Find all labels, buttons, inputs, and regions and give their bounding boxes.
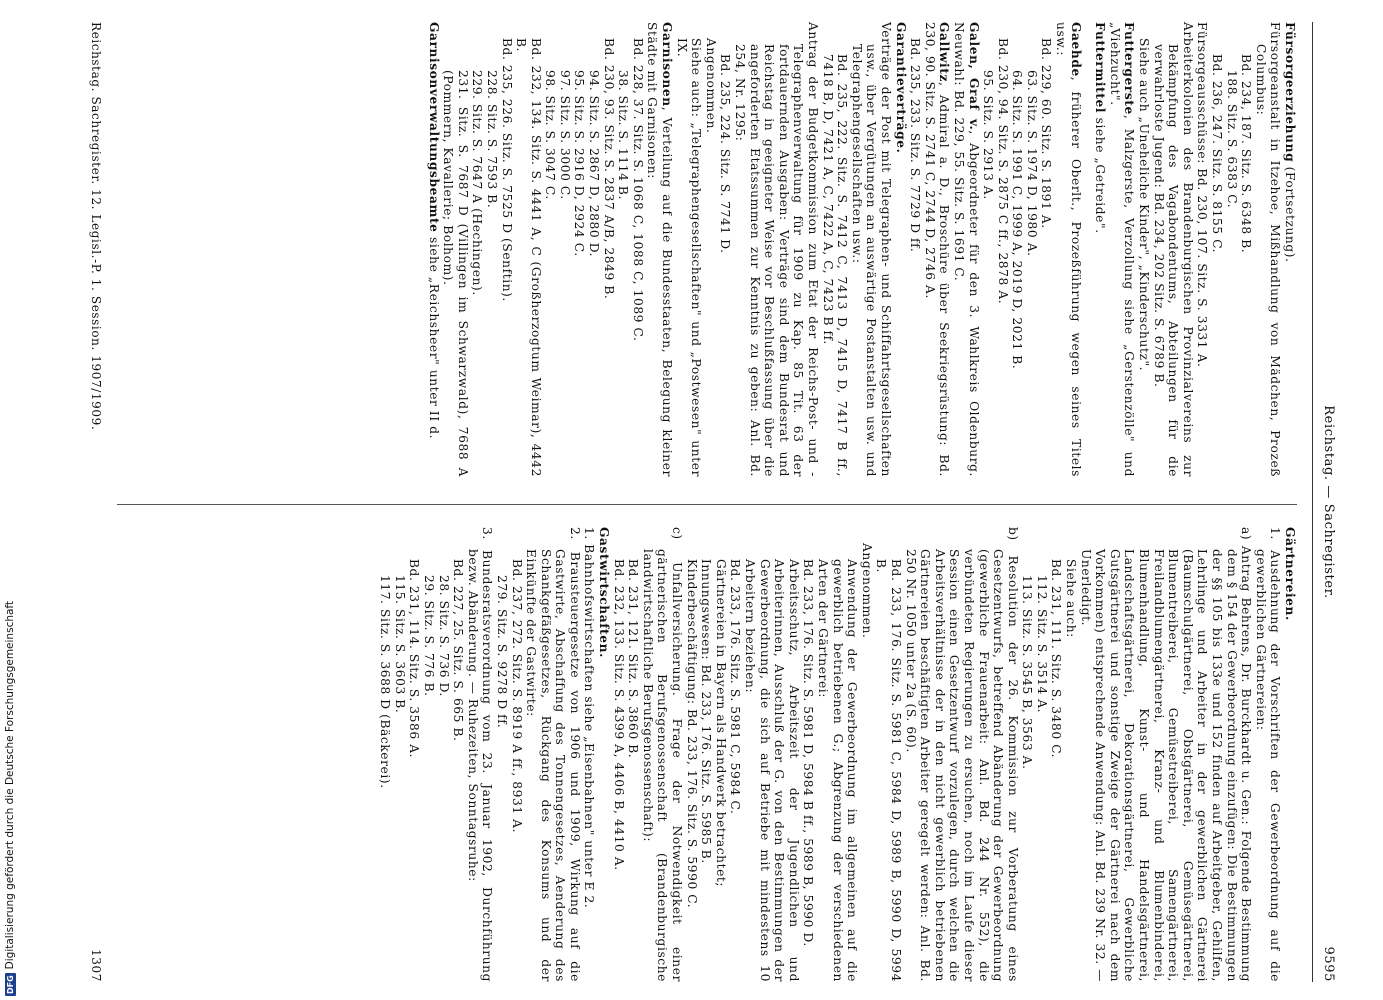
register-line: Angenommen. xyxy=(859,543,874,639)
register-line: 28. Sitz. S. 736 D. xyxy=(436,575,451,697)
register-line: Bd. 233, 176. Sitz. S. 5981 C, 5984 C. xyxy=(728,559,743,815)
register-keyword: Garnisonen xyxy=(660,22,675,107)
register-line: 95. Sitz. S. 2916 D, 2924 C. xyxy=(572,70,587,257)
register-line: Angenommen. xyxy=(703,38,718,134)
register-line: 279. Sitz. S. 9278 D ff. xyxy=(494,575,509,729)
register-keyword: Futtergerste xyxy=(1122,22,1137,115)
running-title: Reichstag. — Sachregister. xyxy=(1321,405,1336,599)
register-line: 64. Sitz. S. 1991 C, 1999 A, 2019 D, 2021 B. xyxy=(1010,70,1025,370)
register-line: b) Resolution der 26. Kommission zur Vorberatung eines Gesetzentwurfs, betreffend Abänderung der Gewerbeordnung (gewerbliche Frauenarbeit: Anl. Bd. 244 Nr. 552), die verbündeten Regierungen zu ersuchen, noch im Laufe dieser Session einen Gesetzentwurf vorzulegen, durch welchen die Arbeitsverhältnisse der in den nicht gewerblich betriebenen Gärtnereien beschäftigten Arbeiter geregelt werden: Anl. Bd. 250 Nr. 1050 unter 2a (S. 60). xyxy=(903,527,1020,982)
dfg-logo: DFG xyxy=(5,975,15,994)
register-line: Bd. 232, 133. Sitz. S. 4399 A, 4406 B, 4410 A. xyxy=(611,559,626,871)
register-line: 115. Sitz. S. 3603 B. xyxy=(392,575,407,714)
register-line: Arbeitsschutz, Arbeitszeit der Jugendlichen und Arbeiterinnen, Ausschluß der G. von den Bestimmungen der Gewerbeordnung, die sich auf Betriebe mit mindestens 10 Arbeitern beziehen: xyxy=(743,559,801,982)
footer-imprint: Reichstag. Sachregister. 12. Legisl.-P. 1. Session. 1907/1909. xyxy=(89,22,103,431)
register-line: Bd. 235, 224. Sitz. S. 7741 D. xyxy=(718,54,733,254)
register-line: Bd. 229, 60. Sitz. S. 1891 A. xyxy=(1039,38,1054,229)
register-keyword: Gallwitz xyxy=(937,22,952,83)
register-line: 113. Sitz. S. 3545 B, 3563 A. xyxy=(1020,575,1035,770)
register-line: 188. Sitz. S. 6383 C. xyxy=(1224,70,1239,209)
register-line: Fürsorgeanstalt in Itzehoe, Mißhandlung von Mädchen, Prozeß Columbus: xyxy=(1253,22,1283,477)
register-keyword: Gaehde xyxy=(1068,22,1083,77)
register-line: Verträge der Post mit Telegraphen- und Schiffahrtsgesellschaften usw., über Vergütungen an auswärtige Postanstalten usw. und Telegraphengesellschaften usw.: xyxy=(849,22,893,477)
register-keyword: Gastwirtschaften. xyxy=(597,527,612,658)
register-line: Bd. 230, 93. Sitz. S. 2837 A/B, 2849 B. xyxy=(601,38,616,300)
register-line: Bd. 227, 25. Sitz. S. 665 B. xyxy=(451,559,466,742)
register-entry xyxy=(597,527,612,982)
register-line: 98. Sitz. S. 3047 C. xyxy=(543,70,558,200)
page-header xyxy=(1315,22,1335,982)
register-line: 29. Sitz. S. 776 B. xyxy=(421,575,436,697)
register-line: Bd. 235, 226. Sitz. S. 7525 D (Senftin). xyxy=(499,38,514,302)
register-line: Bd. 233, 176. Sitz. S. 5981 C, 5984 D, 5989 B, 5990 D, 5994 B. xyxy=(874,559,903,982)
register-entry: Futtermittel siehe „Getreide". xyxy=(1093,22,1108,234)
register-line: Bd. 235, 222. Sitz. S. 7412 C, 7413 D, 7415 D, 7417 B ff., 7418 B, D, 7421 A, C, 7422 A, C, 7423 B ff. xyxy=(820,54,850,477)
register-line: Bd. 235, 233. Sitz. S. 7729 D ff. xyxy=(908,38,923,253)
register-entry: Garnisonverwaltungsbeamte siehe „Reichsheer" unter II d. xyxy=(426,22,441,440)
register-line: 229. Sitz. S. 7647 A (Hechingen). xyxy=(470,70,485,296)
register-line: Bd. 231, 111. Sitz. S. 3480 C. xyxy=(1049,559,1064,759)
register-line: 1. Bahnhofswirtschaften siehe „Eisenbahnen" unter E 2. xyxy=(582,527,597,909)
register-line xyxy=(1083,22,1093,477)
register-line: 1. Ausdehnung der Vorschriften der Gewerbeordnung auf die gewerblichen Gärtnereien: xyxy=(1253,527,1283,982)
page-number: 9595 xyxy=(1321,946,1336,982)
register-keyword: Fürsorgeerziehung xyxy=(1283,22,1297,163)
header-rule xyxy=(1312,22,1313,982)
register-entry xyxy=(893,22,908,477)
footer-sheet-number: 1307 xyxy=(89,949,103,982)
document-page xyxy=(15,22,1335,982)
register-line: 112. Sitz. S. 3514 A. xyxy=(1034,575,1049,714)
register-line: 117. Sitz. S. 3688 D (Bäckerei). xyxy=(378,575,393,789)
register-line: Bd. 237, 272. Sitz. S. 8919 A ff., 8931 A. xyxy=(509,559,524,834)
register-line: Antrag der Budgetkommission zum Etat der Reichs-Post- und -Telegraphenverwaltung für 1909 zu Kap. 85 Tit. 63 der fortdauernden Ausgaben: Verträge sind dem Bundesrat und Reichstag in geeigneter Weise vor Beschlußfassung über die angeforderten Etatssummen zur Kenntnis zu geben: Anl. Bd. 254, Nr. 1295: xyxy=(733,22,820,477)
register-entry: Garnisonen, Verteilung auf die Bundesstaaten, Belegung kleiner Städte mit Garnisonen: xyxy=(645,22,675,477)
register-line: Bd. 236, 247. Sitz. S. 8155 C. xyxy=(1210,54,1225,254)
register-line: 94. Sitz. S. 2867 D, 2880 D. xyxy=(587,70,602,258)
register-entry: Fürsorgeerziehung (Fortsetzung). xyxy=(1283,22,1297,263)
register-line: 95. Sitz. S. 2913 A. xyxy=(981,70,996,200)
right-column xyxy=(378,527,1297,982)
register-line: 228. Sitz. S. 7593 B. xyxy=(484,70,499,209)
register-keyword: Garnisonverwaltungsbeamte xyxy=(426,22,441,233)
register-line: Bd. 231, 114. Sitz. S. 3586 A. xyxy=(407,559,422,759)
register-line: Siehe auch: „Telegraphengesellschaften" und „Postwesen" unter IX. xyxy=(674,38,704,477)
register-keyword: Garantieverträge. xyxy=(893,22,908,154)
register-line: 3. Bundesratsverordnung vom 23. Januar 1902, Durchführung bezw. Abänderung. — Ruhezeiten, Sonntagsruhe: xyxy=(465,527,495,982)
register-line: Anwendung der Gewerbeordnung im allgemeinen auf die gewerblich betriebenen G.; Abgrenzung der verschiedenen Arten der Gärtnerei: xyxy=(816,559,860,982)
register-line: 38. Sitz. S. 1114 B. xyxy=(616,70,631,200)
digitization-text: Digitalisierung gefördert durch die Deutsche Forschungsgemeinschaft xyxy=(4,600,16,970)
register-line: c) Unfallversicherung. Frage der Notwendigkeit einer gärtnerischen Berufsgenossenschaft (Brandenburgische landwirtschaftliche Berufsgenossenschaft): xyxy=(640,527,685,982)
register-line: Siehe auch: xyxy=(1064,559,1079,638)
register-line: Arbeiterkolonien des Brandenburgischen Provinzialvereins zur Bekämpfung des Vagabondentums, Abteilungen für die verwahrloste Jugend: Bd. 234, 202 Sitz. S. 6789 B. xyxy=(1151,22,1195,477)
left-column xyxy=(426,22,1297,477)
register-line: Bd. 231, 121. Sitz. S. 3860 B. xyxy=(626,559,641,759)
register-line: 231. Sitz. S. 7687 D (Villingen im Schwarzwald), 7688 A (Pommern, Kavallerie; Bolhom). xyxy=(441,70,470,477)
digitization-note xyxy=(4,601,16,996)
column-divider xyxy=(117,504,1297,505)
register-line: a) Antrag Behrens, Dr. Burckhardt u. Gen.: Folgende Bestimmung dem § 154 der Gewerbeordnung einzufügen: Die Bestimmungen der §§ 105 bis 133e und 152 finden auf Arbeitgeber, Gehilfen, Lehrlinge und Arbeiter in der gewerblichen Gärtnerei (Baumschulgärtnerei, Obstgärtnerei, Gemüsegärtnerei, Blumentreiberei, Gemüsetreiberei, Samengärtnerei, Freilandblumengärtnerei, Kranz- und Blumenbinderei, Blumenhandlung, Kunst- und Handelsgärtnerei, Landschaftsgärtnerei, Dekorationsgärtnerei, Gewerbliche Gutsgärtnerei und sonstige Zweige der Gärtnerei nach dem Vorkommen) entsprechende Anwendung: Anl. Bd. 239 Nr. 32. — Unerledigt. xyxy=(1078,527,1254,982)
register-line: Siehe auch „Uneheliche Kinder", „Kinderschutz". xyxy=(1137,38,1152,372)
register-line: 63. Sitz. S. 1974 D, 1980 A. xyxy=(1024,70,1039,257)
register-entry: Futtergerste, Malzgerste, Verzollung siehe „Gerstenzölle" und „Viehzucht". xyxy=(1107,22,1137,477)
register-line: Fürsorgeausschüsse: Bd. 230, 107. Sitz. S. 3331 A. xyxy=(1195,22,1210,368)
register-line: Bd. 230, 94. Sitz. S. 2875 C ff., 2878 A. xyxy=(995,38,1010,305)
register-line: Bd. 233, 176. Sitz. S. 5981 D, 5984 B ff., 5989 B, 5990 D. xyxy=(801,559,816,947)
register-line: 97. Sitz. S. 3000 C. xyxy=(557,70,572,200)
register-line: Innungswesen: Bd. 233, 176. Sitz. S. 5985 B. xyxy=(699,559,714,864)
register-line: Bd. 228, 37. Sitz. S. 1068 C, 1088 C, 1089 C. xyxy=(630,38,645,342)
register-line: Bd. 232, 134. Sitz. S. 4441 A, C (Großherzogtum Weimar), 4442 B. xyxy=(514,38,543,477)
register-keyword: Futtermittel xyxy=(1093,22,1108,114)
register-keyword: Galen, Graf v. xyxy=(966,22,981,131)
register-entry: Galen, Graf v., Abgeordneter für den 3. Wahlkreis Oldenburg. Neuwahl: Bd. 229, 55. Sitz. S. 1691 C. xyxy=(951,22,981,477)
register-line: Gärtnereien in Bayern als Handwerk betrachtet; xyxy=(713,559,728,888)
register-line: Kinderbeschäftigung: Bd. 233, 176. Sitz. S. 5990 C. xyxy=(684,559,699,909)
register-line: 2. Brausteuergesetze von 1906 und 1909, Wirkung auf die Gastwirte, Abschaffung des Tonnengesetzes, Aenderung des Schankgefäßgesetzes, Rückgang des Konsums und der Einkünfte der Gastwirte: xyxy=(524,527,582,982)
register-entry: Gaehde, früherer Oberlt., Prozeßführung wegen seines Titels usw.: xyxy=(1054,22,1083,477)
register-line: Bd. 234, 187. Sitz. S. 6348 B. xyxy=(1239,54,1254,254)
register-entry: Gallwitz, Admiral a. D., Broschüre über Seekriegsrüstung: Bd. 230, 90. Sitz. S. 2741 C, 2744 D, 2746 A. xyxy=(922,22,952,477)
register-keyword: Gärtnereien. xyxy=(1283,527,1297,621)
register-entry xyxy=(1282,527,1297,982)
